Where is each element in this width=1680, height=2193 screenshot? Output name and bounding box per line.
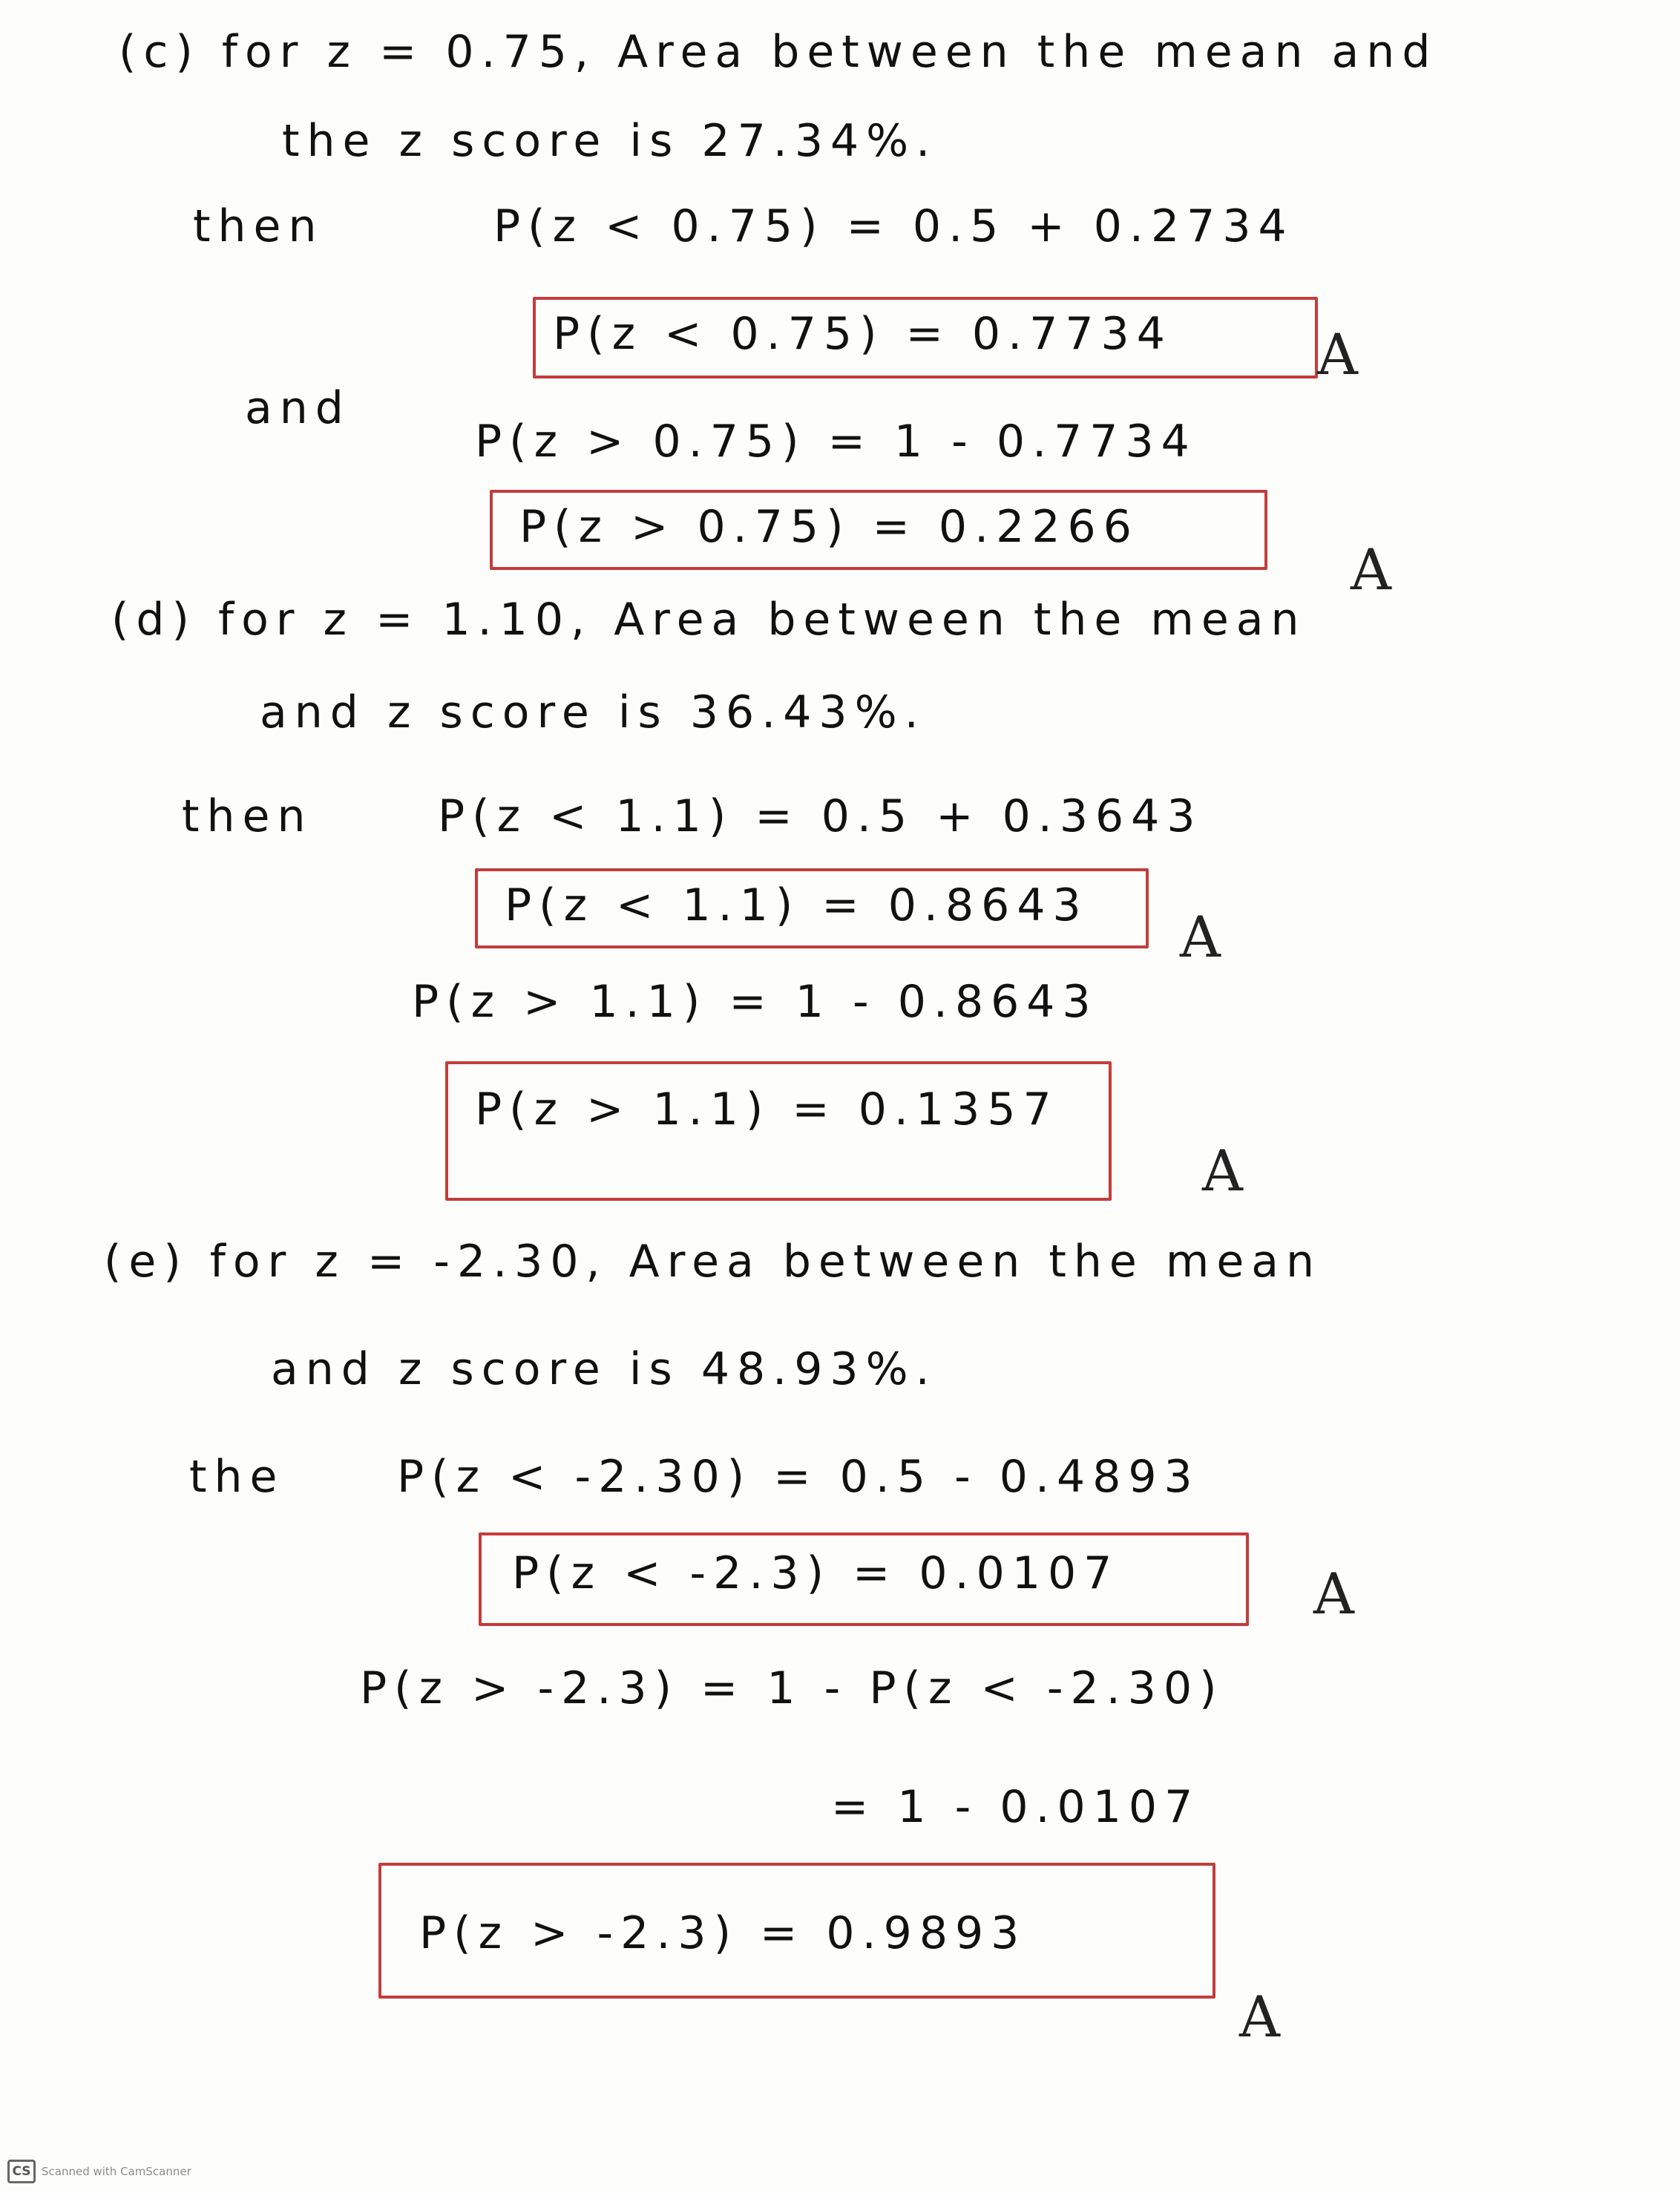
part-d-p-less-answer: P(z < 1.1) = 0.8643 xyxy=(505,879,1089,931)
part-e-area-statement: and z score is 48.93%. xyxy=(271,1343,937,1395)
part-d-then-label: then xyxy=(182,790,313,842)
part-d-p-greater-step: P(z > 1.1) = 1 - 0.8643 xyxy=(412,976,1098,1028)
part-e-the-label: the xyxy=(189,1451,285,1503)
part-d-heading: (d) for z = 1.10, Area between the mean xyxy=(111,594,1307,646)
part-e-p-less-step: P(z < -2.30) = 0.5 - 0.4893 xyxy=(397,1451,1200,1503)
answer-mark-e-greater: A xyxy=(1239,1984,1280,2050)
part-c-p-less-answer: P(z < 0.75) = 0.7734 xyxy=(553,308,1172,360)
watermark-text: Scanned with CamScanner xyxy=(42,2165,191,2178)
part-c-heading: (c) for z = 0.75, Area between the mean and xyxy=(119,26,1438,78)
part-e-p-greater-answer: P(z > -2.3) = 0.9893 xyxy=(419,1907,1027,1959)
answer-mark-d-less: A xyxy=(1180,904,1221,970)
part-d-p-less-step: P(z < 1.1) = 0.5 + 0.3643 xyxy=(438,790,1203,842)
part-e-p-greater-substitution: = 1 - 0.0107 xyxy=(831,1781,1201,1833)
answer-mark-d-greater: A xyxy=(1202,1138,1243,1204)
camscanner-logo: CS xyxy=(7,2160,36,2183)
part-e-p-greater-step: P(z > -2.3) = 1 - P(z < -2.30) xyxy=(360,1662,1224,1714)
part-e-heading: (e) for z = -2.30, Area between the mean xyxy=(104,1236,1322,1288)
part-e-p-less-answer: P(z < -2.3) = 0.0107 xyxy=(512,1547,1120,1599)
part-d-area-statement: and z score is 36.43%. xyxy=(260,686,926,738)
part-c-and-label: and xyxy=(245,382,351,434)
part-c-p-greater-answer: P(z > 0.75) = 0.2266 xyxy=(519,501,1139,553)
part-c-p-greater-step: P(z > 0.75) = 1 - 0.7734 xyxy=(475,416,1197,468)
answer-mark-c-less: A xyxy=(1317,321,1358,387)
part-c-then-label: then xyxy=(193,200,324,252)
part-d-p-greater-answer: P(z > 1.1) = 0.1357 xyxy=(475,1084,1059,1135)
answer-mark-e-less: A xyxy=(1313,1561,1354,1627)
answer-mark-c-greater: A xyxy=(1351,537,1391,603)
scanner-watermark xyxy=(7,2160,191,2183)
part-c-area-statement: the z score is 27.34%. xyxy=(282,115,938,167)
part-c-p-less-step: P(z < 0.75) = 0.5 + 0.2734 xyxy=(493,200,1294,252)
